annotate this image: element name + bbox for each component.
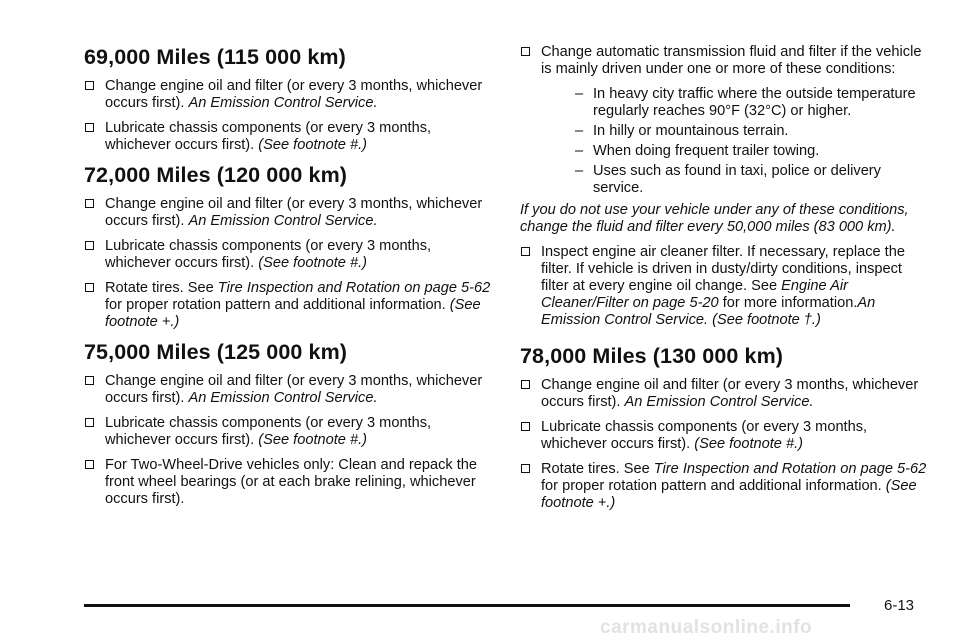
item-reference: (See footnote #.): [258, 255, 367, 271]
dash-bullet: –: [575, 86, 584, 102]
item-reference: (See footnote #.): [258, 432, 367, 448]
checkbox-icon: [85, 376, 94, 385]
condition-item: [520, 163, 930, 197]
condition-text: In heavy city traffic where the outside temperature regularly reaches 90°F (32°C) or higher.: [593, 86, 916, 119]
checkbox-icon: [85, 199, 94, 208]
maintenance-section: [520, 343, 930, 512]
maintenance-section: [84, 44, 494, 154]
item-text: For Two-Wheel-Drive vehicles only: Clean and repack the front wheel bearings (or at each brake relining, whichever occurs first).: [105, 457, 478, 507]
item-text-after: for proper rotation pattern and additional information.: [105, 297, 446, 313]
item-text: Change engine oil and filter (or every 3 months, whichever occurs first).: [105, 196, 483, 229]
checklist-item: [84, 415, 494, 449]
checkbox-icon: [85, 241, 94, 250]
dash-bullet: –: [575, 143, 584, 159]
checkbox-icon: [85, 81, 94, 90]
maintenance-section: [84, 339, 494, 508]
checklist-item: [84, 280, 494, 331]
cross-reference-link[interactable]: Engine Air Cleaner/Filter on page 5-20: [541, 278, 848, 311]
checkbox-icon: [521, 422, 530, 431]
section-heading: 72,000 Miles (120 000 km): [84, 163, 348, 187]
watermark: carmanualsonline.info: [600, 617, 813, 638]
transmission-note: If you do not use your vehicle under any of these conditions, change the fluid and filter every 50,000 miles (83 000 km).: [520, 202, 909, 235]
item-text: Change engine oil and filter (or every 3 months, whichever occurs first).: [105, 78, 483, 111]
item-reference: An Emission Control Service.: [188, 390, 378, 406]
item-text: Rotate tires. See: [541, 461, 650, 477]
item-text: Inspect engine air cleaner filter. If necessary, replace the filter. If vehicle is driven in dusty/dirty conditions, inspect filter at every engine oil change. See: [541, 244, 905, 294]
checkbox-icon: [521, 247, 530, 256]
checklist-item: [84, 238, 494, 272]
item-text: Lubricate chassis components (or every 3 months, whichever occurs first).: [105, 120, 432, 153]
checklist-item-transmission: [520, 44, 930, 78]
item-reference: (See footnote #.): [258, 137, 367, 153]
condition-item: [520, 123, 930, 140]
item-text: Change engine oil and filter (or every 3 months, whichever occurs first).: [105, 373, 483, 406]
item-reference: An Emission Control Service.: [188, 213, 378, 229]
cross-reference-link[interactable]: Tire Inspection and Rotation on page 5-62: [217, 280, 491, 296]
condition-text: Uses such as found in taxi, police or delivery service.: [593, 163, 881, 196]
item-text: Lubricate chassis components (or every 3 months, whichever occurs first).: [105, 238, 432, 271]
item-reference: (See footnote +.): [105, 297, 481, 330]
maintenance-section: [84, 162, 494, 331]
checkbox-icon: [521, 47, 530, 56]
checkbox-icon: [85, 460, 94, 469]
checklist-item: [84, 457, 494, 508]
item-text-after: for more information.: [722, 295, 858, 311]
item-text: Lubricate chassis components (or every 3 months, whichever occurs first).: [105, 415, 432, 448]
checklist-item-air-filter: [520, 244, 930, 329]
item-reference: (See footnote #.): [694, 436, 803, 452]
right-column: [520, 44, 930, 520]
item-text: Change engine oil and filter (or every 3 months, whichever occurs first).: [541, 377, 919, 410]
checkbox-icon: [521, 464, 530, 473]
left-column: [84, 44, 494, 516]
condition-item: [520, 143, 930, 160]
checklist-item: [84, 120, 494, 154]
condition-text: In hilly or mountainous terrain.: [593, 123, 789, 139]
checkbox-icon: [85, 418, 94, 427]
checklist-item: [520, 377, 930, 411]
page-number: 6-13: [884, 597, 915, 614]
checkbox-icon: [521, 380, 530, 389]
item-reference: (See footnote +.): [541, 478, 917, 511]
checkbox-icon: [85, 123, 94, 132]
section-heading: 69,000 Miles (115 000 km): [84, 45, 346, 69]
item-reference: An Emission Control Service.: [188, 95, 378, 111]
item-reference: An Emission Control Service.: [624, 394, 814, 410]
item-text: Rotate tires. See: [105, 280, 214, 296]
section-heading: 78,000 Miles (130 000 km): [520, 344, 784, 368]
item-text-after: for proper rotation pattern and additional information.: [541, 478, 882, 494]
item-text: Change automatic transmission fluid and filter if the vehicle is mainly driven under one or more of these conditions:: [541, 44, 922, 77]
checkbox-icon: [85, 283, 94, 292]
dash-bullet: –: [575, 123, 584, 139]
checklist-item: [84, 373, 494, 407]
cross-reference-link[interactable]: Tire Inspection and Rotation on page 5-62: [653, 461, 927, 477]
section-heading: 75,000 Miles (125 000 km): [84, 340, 348, 364]
checklist-item: [84, 196, 494, 230]
item-text: Lubricate chassis components (or every 3 months, whichever occurs first).: [541, 419, 868, 452]
footer-rule: [84, 604, 850, 607]
item-reference: An Emission Control Service. (See footnote †.): [541, 295, 876, 328]
condition-item: [520, 86, 930, 120]
dash-bullet: –: [575, 163, 584, 179]
checklist-item: [520, 461, 930, 512]
condition-text: When doing frequent trailer towing.: [593, 143, 820, 159]
checklist-item: [84, 78, 494, 112]
checklist-item: [520, 419, 930, 453]
